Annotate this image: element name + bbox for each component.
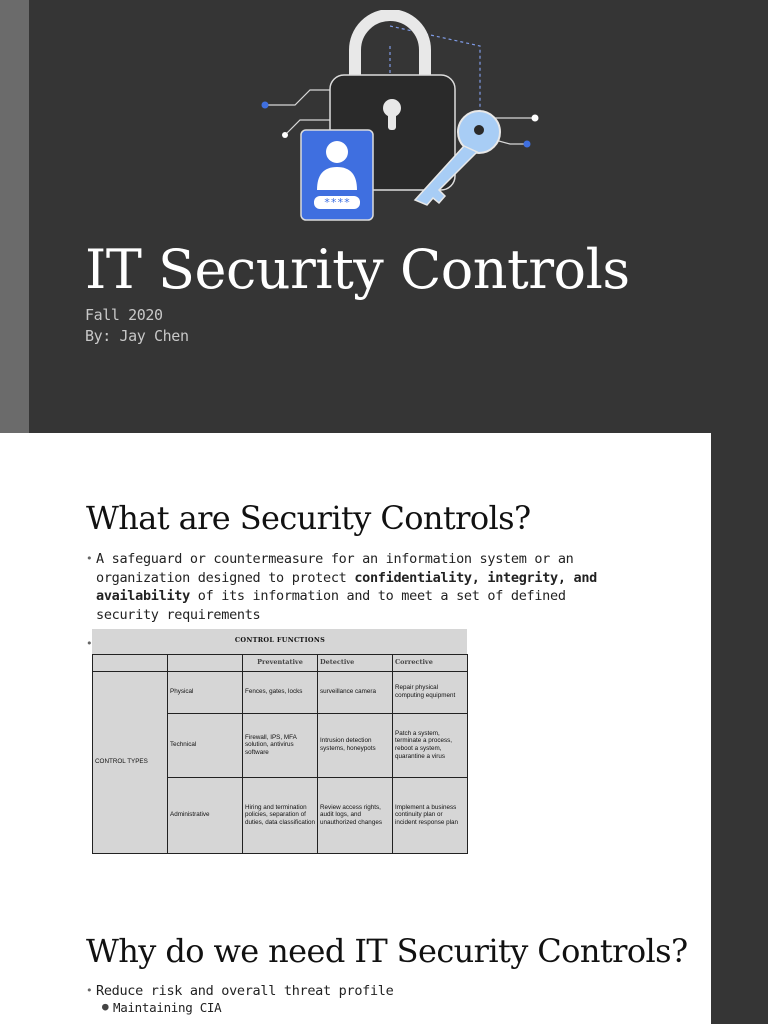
row-group-label: CONTROL TYPES xyxy=(93,671,168,853)
bullet-text-2: of its information and to meet a set of defined security requirements xyxy=(96,588,566,623)
table-cell: Patch a system, terminate a process, reboot a system, quarantine a virus xyxy=(393,713,468,777)
control-functions-table xyxy=(92,629,467,853)
sub-bullet-cia xyxy=(102,1000,222,1016)
section-heading-what: What are Security Controls? xyxy=(86,499,531,537)
table-title: CONTROL FUNCTIONS xyxy=(93,629,468,654)
row-header-technical: Technical xyxy=(168,713,243,777)
subtitle-author: By: Jay Chen xyxy=(85,327,189,345)
table-cell: Intrusion detection systems, honeypots xyxy=(318,713,393,777)
security-lock-illustration xyxy=(255,10,545,230)
row-header-physical: Physical xyxy=(168,671,243,713)
bullet-text: Reduce risk and overall threat profile xyxy=(96,983,394,999)
table-cell: Hiring and termination policies, separation of duties, data classification xyxy=(243,777,318,853)
bullet-definition xyxy=(86,550,616,624)
col-header-corrective: Corrective xyxy=(393,654,468,671)
sub-bullet-text: Maintaining CIA xyxy=(113,1000,222,1015)
title-slide xyxy=(0,0,768,433)
node-dot-icon xyxy=(262,102,269,109)
bullet-reduce-risk xyxy=(86,982,394,1001)
slide-title: IT Security Controls xyxy=(85,238,630,301)
table-cell: Repair physical computing equipment xyxy=(393,671,468,713)
left-accent-strip xyxy=(0,0,29,433)
svg-text:****: **** xyxy=(323,196,351,209)
bullet-text-1: A safeguard or countermeasure for an information system or an organization designed to protect xyxy=(96,551,574,586)
sub-bullet-dot-icon: ● xyxy=(102,1000,109,1013)
bullet-bold-cia: confidentiality, integrity, and availability xyxy=(96,569,597,604)
bullet-dot-icon: • xyxy=(86,552,93,565)
table-cell: Implement a business continuity plan or incident response plan xyxy=(393,777,468,853)
col-header-preventative: Preventative xyxy=(243,654,318,671)
subtitle-term: Fall 2020 xyxy=(85,306,163,324)
table-cell: surveillance camera xyxy=(318,671,393,713)
bullet-dot-icon: • xyxy=(86,984,93,997)
section-heading-why: Why do we need IT Security Controls? xyxy=(86,932,688,970)
bullet-dot-icon: • xyxy=(86,637,93,650)
table-cell: Firewall, IPS, MFA solution, antivirus software xyxy=(243,713,318,777)
row-header-administrative: Administrative xyxy=(168,777,243,853)
slide-subtitle xyxy=(85,305,189,347)
table-cell: Review access rights, audit logs, and unauthorized changes xyxy=(318,777,393,853)
user-badge-icon xyxy=(301,130,373,220)
col-header-detective: Detective xyxy=(318,654,393,671)
table-cell: Fences, gates, locks xyxy=(243,671,318,713)
right-dark-strip xyxy=(711,433,768,1024)
